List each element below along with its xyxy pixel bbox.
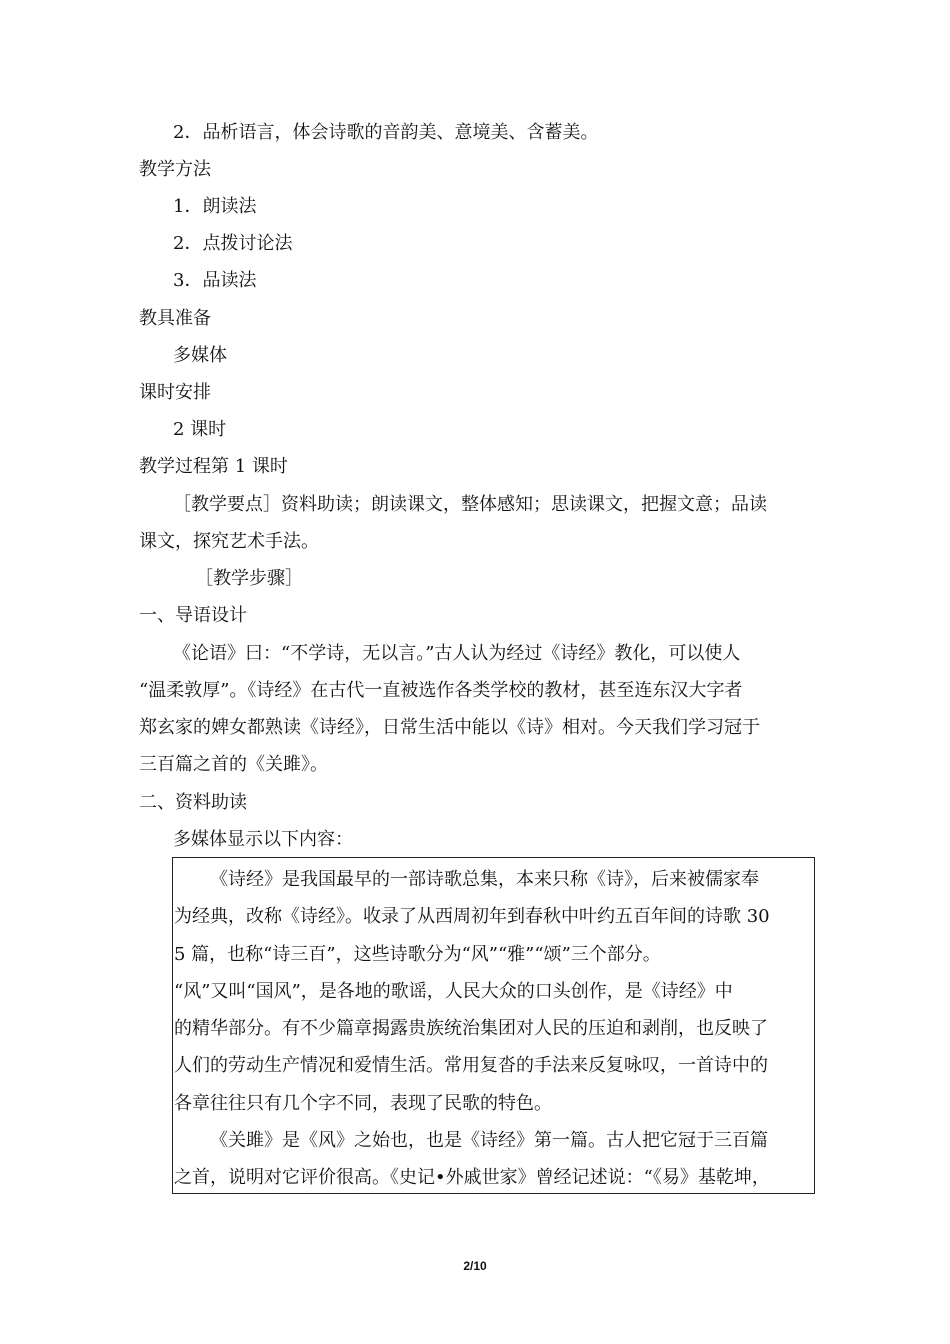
box-line-9: 之首，说明对它评价很高。《史记•外戚世家》曾经记述说：“《易》基乾坤， [174, 1167, 770, 1188]
intro-line-4: 三百篇之首的《关雎》。 [139, 754, 328, 775]
tools-text: 多媒体 [173, 345, 227, 366]
schedule-text: 2 课时 [173, 419, 227, 440]
method-1: 1．朗读法 [173, 196, 257, 217]
box-line-6: 人们的劳动生产情况和爱情生活。常用复沓的手法来反复咏叹，一首诗中的 [174, 1055, 768, 1076]
page-number: 2/10 [463, 1259, 487, 1273]
box-line-7: 各章往往只有几个字不同，表现了民歌的特色。 [174, 1093, 552, 1114]
heading-process: 教学过程第 1 课时 [139, 456, 288, 477]
box-line-5: 的精华部分。有不少篇章揭露贵族统治集团对人民的压迫和剥削，也反映了 [174, 1018, 768, 1039]
objective-2: 2．品析语言，体会诗歌的音韵美、意境美、含蓄美。 [173, 122, 599, 143]
section-1-heading: 一、导语设计 [139, 605, 247, 626]
intro-line-1: 《论语》曰：“不学诗，无以言。”古人认为经过《诗经》教化，可以使人 [173, 643, 741, 664]
key-points-line-1: ［教学要点］资料助读；朗读课文，整体感知；思读课文，把握文意；品读 [173, 494, 767, 515]
key-points-line-2: 课文，探究艺术手法。 [139, 531, 319, 552]
heading-steps: ［教学步骤］ [195, 568, 303, 589]
box-line-3: 5 篇，也称“诗三百”，这些诗歌分为“风”“雅”“颂”三个部分。 [174, 944, 661, 965]
multimedia-intro: 多媒体显示以下内容： [173, 829, 353, 850]
intro-line-3: 郑玄家的婢女都熟读《诗经》，日常生活中能以《诗》相对。今天我们学习冠于 [139, 717, 760, 738]
intro-line-2: “温柔敦厚”。《诗经》在古代一直被选作各类学校的教材，甚至连东汉大字者 [139, 680, 743, 701]
box-line-1: 《诗经》是我国最早的一部诗歌总集，本来只称《诗》，后来被儒家奉 [210, 869, 759, 890]
box-line-2: 为经典，改称《诗经》。收录了从西周初年到春秋中叶约五百年间的诗歌 30 [174, 906, 770, 927]
method-3: 3．品读法 [173, 270, 257, 291]
section-2-heading: 二、资料助读 [139, 792, 247, 813]
heading-teaching-methods: 教学方法 [139, 159, 211, 180]
heading-teaching-tools: 教具准备 [139, 308, 211, 329]
heading-schedule: 课时安排 [139, 382, 211, 403]
box-line-8: 《关雎》是《风》之始也，也是《诗经》第一篇。古人把它冠于三百篇 [210, 1130, 768, 1151]
method-2: 2．点拨讨论法 [173, 233, 293, 254]
box-line-4: “风”又叫“国风”，是各地的歌谣，人民大众的口头创作，是《诗经》中 [174, 981, 733, 1002]
